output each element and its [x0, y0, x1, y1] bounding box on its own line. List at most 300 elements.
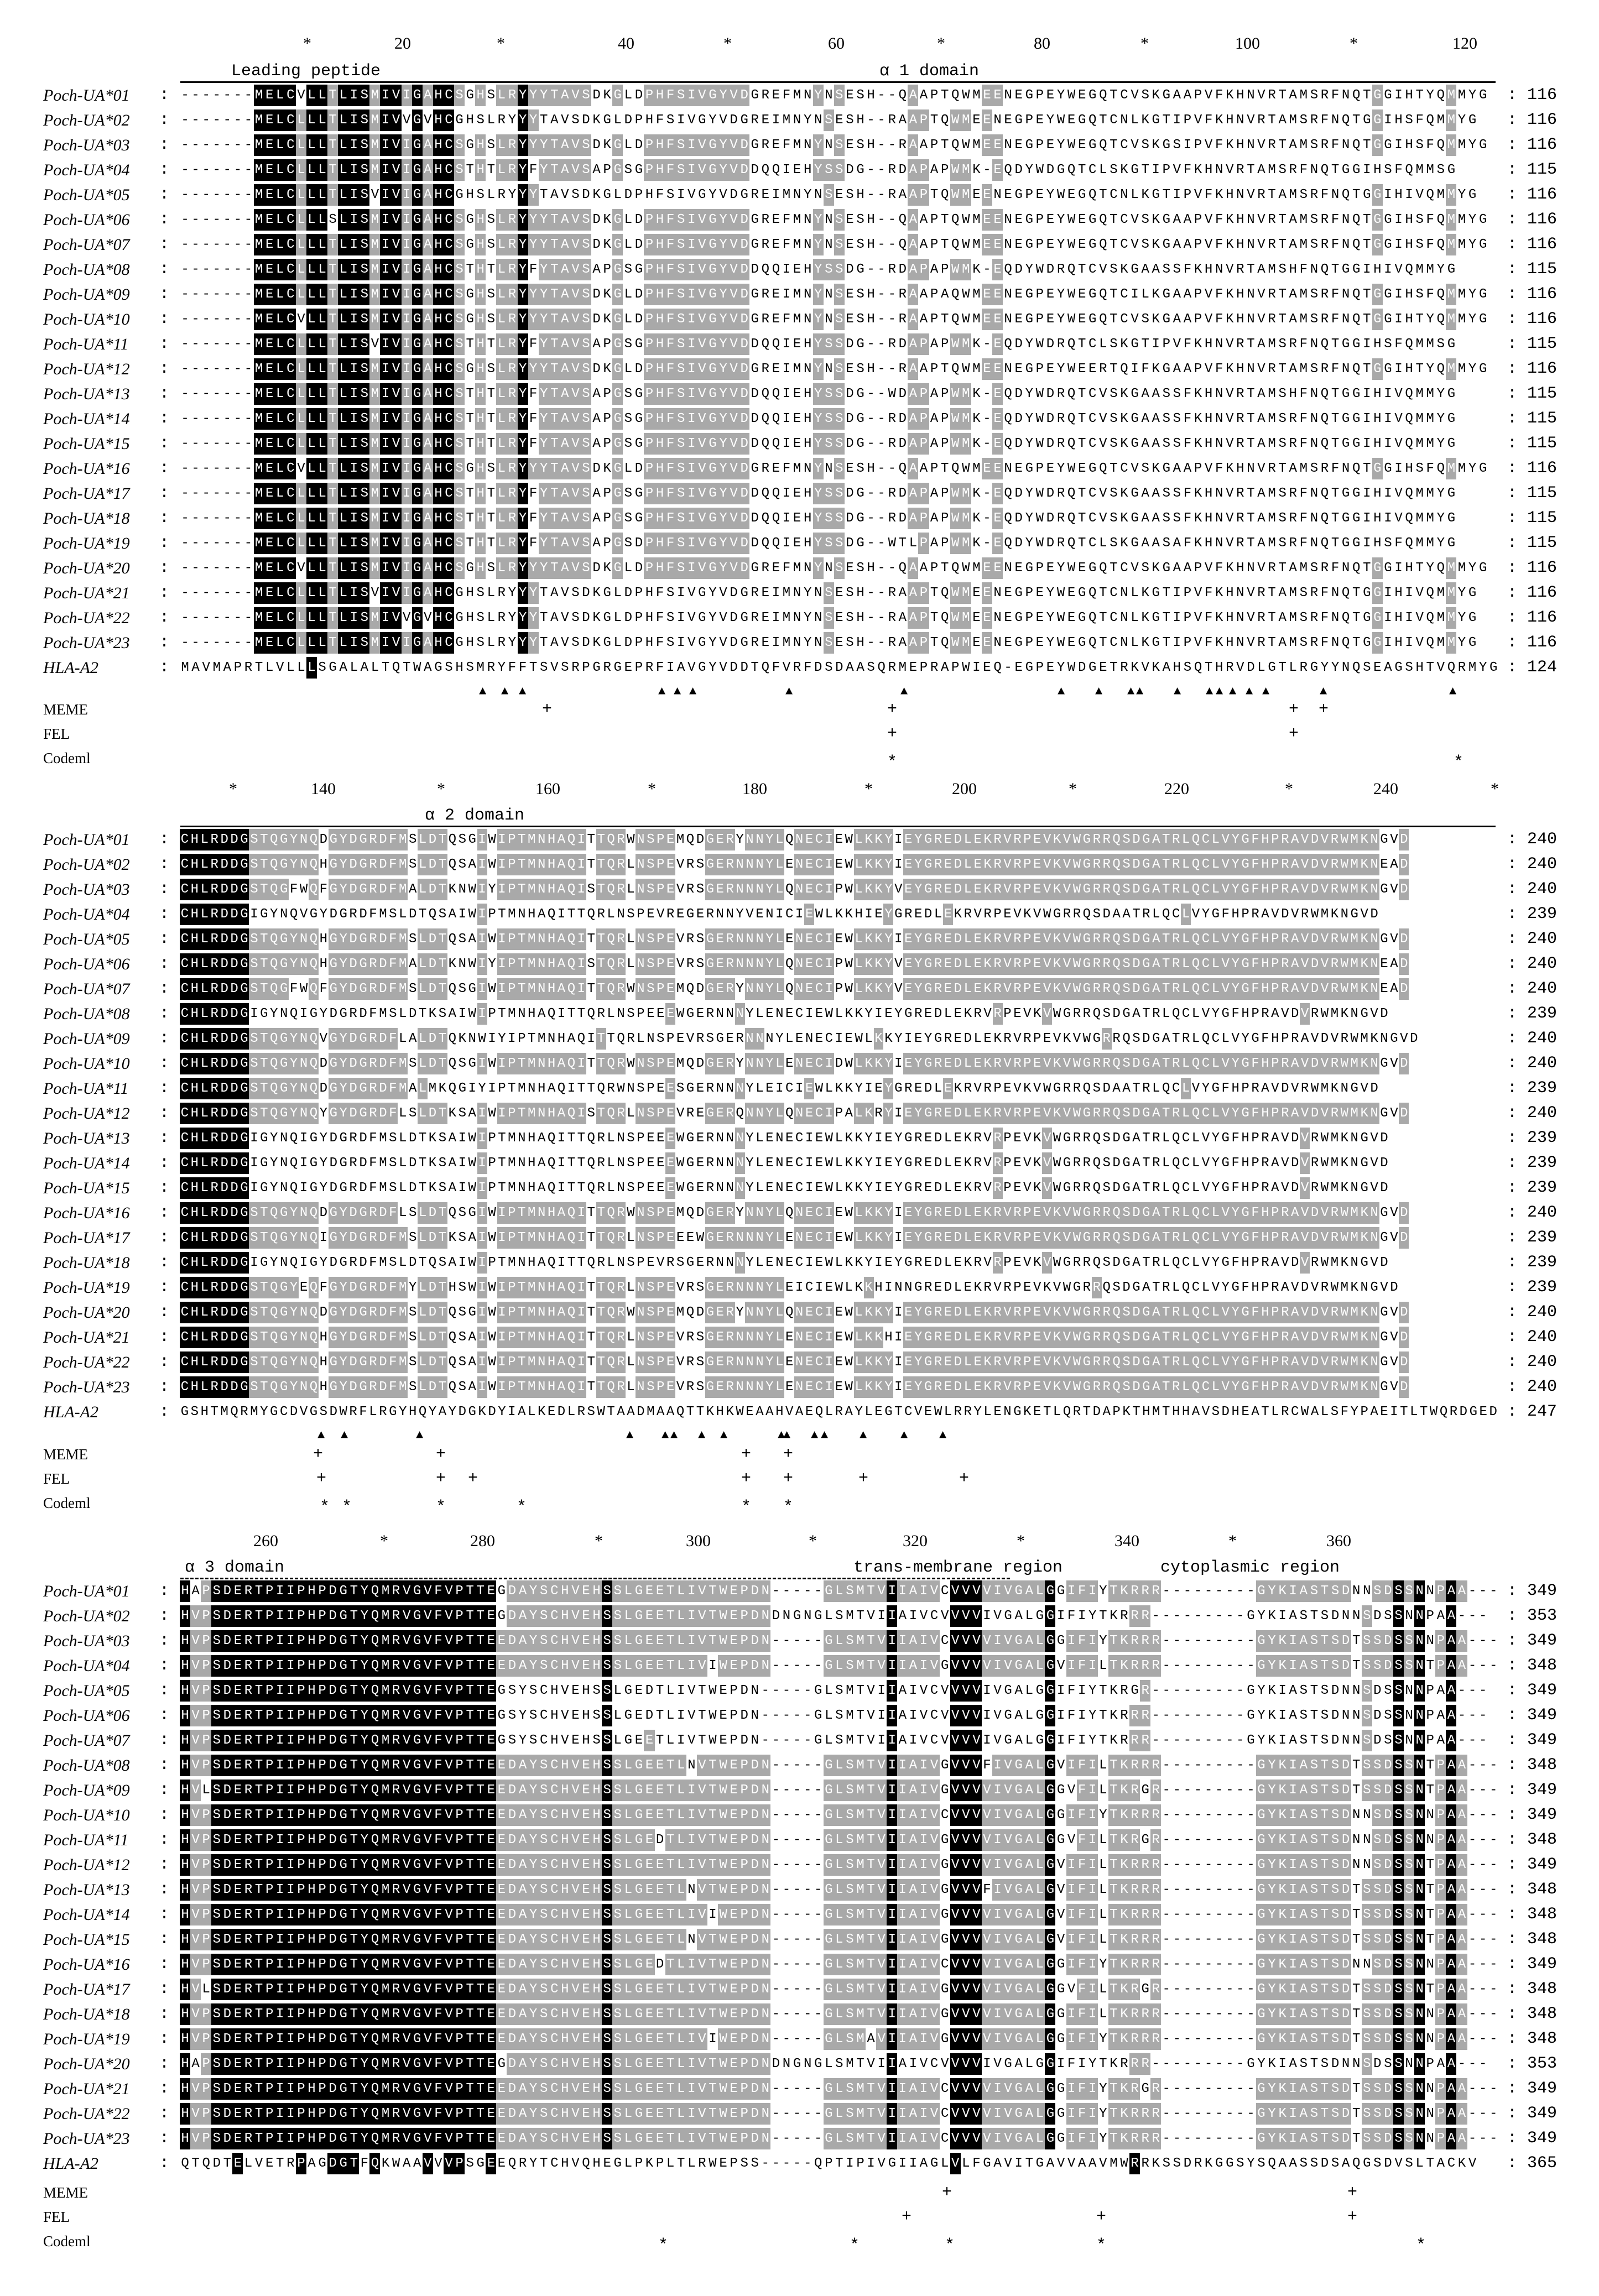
alignment-row — [0, 1250, 1599, 1275]
separator-colon: : — [159, 1104, 170, 1123]
sequence-residues: C H L R D D G S T Q G Y N Q I G Y D G R D F M S L D T K S A I W I P T M N H A Q I T T Q R L N S P E E E W G E R N N N Y L E N E C I E W L K K Y I E Y G R E D L E K R V R P E V K V W G R R Q S D G A T R L Q C L V Y G F H P R A V D V R W M K N G V D — [180, 1227, 1499, 1249]
codeml-site-asterisk: * — [945, 2236, 955, 2255]
sequence-end-position: : 348 — [1507, 1830, 1558, 1849]
sequence-residues: H V P S D E R T P I I P H P D G T Y Q M R V G V F V P T T E E D A Y S C H V E H S S L G E E T L I V T W E P D N - - - - - G L S M T V I I A I V C V V V V I V G A L G G I F I Y T K R R R - - - - - - - - - G Y K I A S T S D T S S D S S N N P A A - - - — [180, 1630, 1499, 1652]
separator-colon: : — [159, 1830, 170, 1849]
sequence-name: Poch-UA*03 — [43, 1632, 130, 1650]
separator-colon: : — [159, 1980, 170, 1998]
triangle-marker-icon: ▲ — [670, 1428, 678, 1442]
sequence-residues: - - - - - - - M E L C L L L T L I S M I V I G A H C S T H T L R Y F Y T A V S A P G S G P H F S I V G Y V D D Q Q I E H Y S S D G - - R D A P A P W M K - E Q D Y W D R Q T C V S K G A A S S F K H N V R T A M S R F N Q T G G I H I V Q M M Y G — [180, 408, 1499, 430]
sequence-residues: H A P S D E R T P I I P H P D G T Y Q M R V G V F V P T T E G D A Y S C H V E H S S L G E E T L I V T W E P D N D N G N G L S M T V I I A I V C V V V V I V G A L G G I F I Y T K R R R - - - - - - - - - G Y K I A S T S D N N S D S S N N P A A - - - — [180, 2053, 1499, 2075]
position-ruler — [0, 1532, 1599, 1554]
alignment-row — [0, 406, 1599, 431]
ruler-tick-label: * — [1285, 780, 1293, 798]
separator-colon: : — [159, 1731, 170, 1750]
selected-site-plus: + — [468, 1469, 478, 1488]
alignment-row — [0, 606, 1599, 630]
sequence-end-position: : 116 — [1507, 235, 1558, 254]
separator-colon: : — [159, 1178, 170, 1197]
sequence-name: Poch-UA*22 — [43, 2105, 130, 2123]
sequence-name: Poch-UA*14 — [43, 1154, 130, 1172]
selected-site-plus: + — [542, 700, 553, 719]
separator-colon: : — [159, 2154, 170, 2173]
sequence-end-position: : 240 — [1507, 880, 1558, 899]
ruler-tick-label: * — [380, 1532, 388, 1550]
alignment-row — [0, 382, 1599, 406]
sequence-end-position: : 353 — [1507, 2054, 1558, 2073]
alignment-row — [0, 2076, 1599, 2101]
triangle-marker-icon: ▲ — [1320, 685, 1327, 698]
sequence-residues: - - - - - - - M E L C L L L T L I S M I V I G A H C S G H S L R Y Y Y T A V S D K G L D P H F S I V G Y V D G R E F M N Y N S E S H - - Q A A P T Q W M E E N E G P E Y W E G Q T C V S K G A A P V F K H N V R T A M S R F N Q T G G I H S F Q M M Y G — [180, 234, 1499, 255]
selected-site-plus: + — [741, 1445, 752, 1464]
separator-colon: : — [159, 1582, 170, 1600]
sequence-name: Poch-UA*23 — [43, 2130, 130, 2148]
codeml-site-asterisk: * — [1416, 2236, 1426, 2255]
triangle-marker-icon: ▲ — [519, 685, 527, 698]
alignment-row — [0, 877, 1599, 902]
sequence-name: Poch-UA*23 — [43, 634, 130, 652]
sequence-name: Poch-UA*01 — [43, 86, 130, 105]
sequence-residues: - - - - - - - M E L C L L L T L I S M I V I G A H C S G H S L R Y Y Y T A V S D K G L D P H F S I V G Y V D G R E I M N Y N S E S H - - R A A P T Q W M E E N E G P E Y W E E R T Q I F K G A A P V F K H N V R T A M S R F N Q T G G I H T Y Q M M Y G — [180, 358, 1499, 380]
triangle-marker-icon: ▲ — [416, 1428, 424, 1442]
sequence-name: Poch-UA*15 — [43, 435, 130, 453]
sequence-name: Poch-UA*09 — [43, 1781, 130, 1799]
sequence-residues: - - - - - - - M E L C L L L T L I S M I V V G V H C G H S L R Y Y Y T A V S D K G L D P H F S I V G Y V D G R E I M N Y N S E S H - - R A A P T Q W M E E N E G P E Y W E G Q T C N L K G T I P V F K H N V R T A M S R F N Q T G G I H S F Q M M Y G — [180, 109, 1499, 131]
sequence-name: Poch-UA*07 — [43, 1731, 130, 1750]
triangle-marker-icon: ▲ — [317, 1428, 325, 1442]
pbr-site-markers — [0, 1428, 1599, 1445]
separator-colon: : — [159, 1930, 170, 1949]
alignment-row — [0, 2151, 1599, 2176]
alignment-row — [0, 431, 1599, 456]
triangle-marker-icon: ▲ — [1127, 685, 1135, 698]
sequence-end-position: : 116 — [1507, 285, 1558, 304]
separator-colon: : — [159, 1656, 170, 1675]
triangle-marker-icon: ▲ — [860, 1428, 867, 1442]
selection-test-label: FEL — [43, 2209, 70, 2225]
position-ruler — [0, 34, 1599, 56]
sequence-end-position: : 348 — [1507, 1980, 1558, 1998]
triangle-marker-icon: ▲ — [783, 1428, 791, 1442]
ruler-tick-label: * — [864, 780, 873, 798]
sequence-end-position: : 348 — [1507, 1905, 1558, 1924]
codeml-site-asterisk: * — [1096, 2236, 1107, 2255]
sequence-name: Poch-UA*09 — [43, 285, 130, 304]
sequence-residues: - - - - - - - M E L C V L L T L I S M I V I G A H C S G H S L R Y Y Y T A V S D K G L D P H F S I V G Y V D G R E F M N Y N S E S H - - Q A A P T Q W M E E N E G P E Y W E G Q T C V S K G A A P V F K H N V R T A M S R F N Q T G G I H T Y Q M M Y G — [180, 85, 1499, 106]
triangle-marker-icon: ▲ — [341, 1428, 348, 1442]
sequence-end-position: : 240 — [1507, 1203, 1558, 1222]
sequence-end-position: : 116 — [1507, 359, 1558, 378]
sequence-name: Poch-UA*03 — [43, 136, 130, 154]
codeml-site-asterisk: * — [741, 1498, 752, 1517]
sequence-name: Poch-UA*16 — [43, 460, 130, 478]
sequence-end-position: : 240 — [1507, 1054, 1558, 1073]
separator-colon: : — [159, 1303, 170, 1322]
separator-colon: : — [159, 1328, 170, 1347]
alignment-row — [0, 357, 1599, 382]
selected-site-plus: + — [1319, 700, 1329, 719]
sequence-end-position: : 348 — [1507, 1756, 1558, 1775]
sequence-end-position: : 349 — [1507, 2079, 1558, 2098]
sequence-name: Poch-UA*16 — [43, 1204, 130, 1222]
alignment-row — [0, 852, 1599, 877]
alignment-row — [0, 1703, 1599, 1728]
selection-test-label: Codeml — [43, 1495, 91, 1511]
sequence-end-position: : 349 — [1507, 1855, 1558, 1874]
alignment-row — [0, 927, 1599, 952]
sequence-name: Poch-UA*11 — [43, 335, 129, 353]
triangle-marker-icon: ▲ — [1449, 685, 1457, 698]
sequence-name: HLA-A2 — [43, 659, 98, 677]
sequence-end-position: : 116 — [1507, 86, 1558, 105]
sequence-end-position: : 240 — [1507, 979, 1558, 998]
sequence-name: Poch-UA*17 — [43, 1229, 130, 1247]
triangle-marker-icon: ▲ — [1136, 685, 1144, 698]
sequence-name: Poch-UA*04 — [43, 905, 130, 923]
alignment-row — [0, 1579, 1599, 1604]
domain-label: cytoplasmic region — [1160, 1558, 1340, 1577]
sequence-name: Poch-UA*14 — [43, 410, 130, 428]
sequence-residues: C H L R D D G S T Q G Y N Q D G Y D G R D F M S L D T Q S G I W I P T M N H A Q I T T Q R W N S P E M Q D G E R Y N N Y L Q N E C I E W L K K Y I E Y G R E D L E K R V R P E V K V W G R R Q S D G A T R L Q C L V Y G F H P R A V D V R W M K N G V D — [180, 1302, 1499, 1323]
separator-colon: : — [159, 185, 170, 204]
sequence-end-position: : 115 — [1507, 160, 1558, 179]
selection-test-label: Codeml — [43, 750, 91, 766]
sequence-name: Poch-UA*18 — [43, 1254, 130, 1272]
ruler-tick-label: 300 — [686, 1532, 711, 1550]
sequence-end-position: : 116 — [1507, 559, 1558, 577]
separator-colon: : — [159, 359, 170, 378]
ruler-tick-label: 100 — [1235, 34, 1260, 53]
sequence-end-position: : 239 — [1507, 1178, 1558, 1197]
separator-colon: : — [159, 1054, 170, 1073]
sequence-residues: H V P S D E R T P I I P H P D G T Y Q M R V G V F V P T T E E D A Y S C H V E H S S L G E E T L I V T W E P D N - - - - - G L S M T V I I A I V G V V V V I V G A L G G I F I L T K R R R - - - - - - - - - G Y K I A S T S D T S S D S S N N P A A - - - — [180, 2003, 1499, 2025]
alignment-row — [0, 158, 1599, 182]
sequence-name: Poch-UA*20 — [43, 2055, 130, 2073]
ruler-tick-label: 240 — [1373, 780, 1398, 798]
selected-site-plus: + — [436, 1445, 446, 1464]
sequence-name: Poch-UA*18 — [43, 509, 130, 528]
alignment-row — [0, 1653, 1599, 1678]
sequence-residues: - - - - - - - M E L C L L L T L I S M I V I G A H C S G H S L R Y Y Y T A V S D K G L D P H F S I V G Y V D G R E F M N Y N S E S H - - R A A P T Q W M E E N E G P E Y W E G Q T C V S K G S I P V F K H N V R T A M S R F N Q T G G I H S F Q M M Y G — [180, 134, 1499, 156]
ruler-tick-label: 40 — [618, 34, 634, 53]
separator-colon: : — [159, 1606, 170, 1625]
separator-colon: : — [159, 1681, 170, 1700]
alignment-row — [0, 1051, 1599, 1076]
alignment-row — [0, 1803, 1599, 1828]
sequence-end-position: : 240 — [1507, 1029, 1558, 1048]
alignment-row — [0, 902, 1599, 927]
alignment-row — [0, 581, 1599, 606]
alignment-row — [0, 1604, 1599, 1629]
separator-colon: : — [159, 160, 170, 179]
sequence-end-position: : 239 — [1507, 1129, 1558, 1147]
selected-site-plus: + — [313, 1445, 324, 1464]
codeml-site-asterisk: * — [1454, 753, 1464, 772]
sequence-end-position: : 349 — [1507, 1631, 1558, 1650]
sequence-name: Poch-UA*12 — [43, 1856, 130, 1874]
codeml-site-asterisk: * — [658, 2236, 669, 2255]
sequence-residues: C H L R D D G I G Y N Q V G Y D G R D F M S L D T Q S A I W I P T M N H A Q I T T Q R L N S P E V R E G E R N N Y V E N I C I E W L K K H I E Y G R E D L E K R V R P E V K V W G R R Q S D A A T R L Q C L V Y G F H P R A V D V R W M K N G V D — [180, 904, 1499, 925]
sequence-name: Poch-UA*15 — [43, 1179, 130, 1197]
separator-colon: : — [159, 434, 170, 453]
separator-colon: : — [159, 1253, 170, 1272]
triangle-marker-icon: ▲ — [720, 1428, 728, 1442]
sequence-residues: H V P S D E R T P I I P H P D G T Y Q M R V G V F V P T T E E D A Y S C H V E H S S L G E E T L I V I W E P D N - - - - - G L S M T V I I A I V G V V V V I V G A L G V I F I L T K R R R - - - - - - - - - G Y K I A S T S D T S S D S S N T P A A - - - — [180, 1655, 1499, 1677]
selection-test-label: FEL — [43, 726, 70, 742]
domain-label: Leading peptide — [231, 62, 381, 81]
sequence-name: Poch-UA*01 — [43, 831, 130, 849]
triangle-marker-icon: ▲ — [900, 685, 908, 698]
sequence-end-position: : 115 — [1507, 534, 1558, 552]
sequence-name: HLA-A2 — [43, 1403, 98, 1421]
domain-label: α 3 domain — [185, 1558, 285, 1577]
alignment-row — [0, 1375, 1599, 1400]
sequence-name: Poch-UA*13 — [43, 1881, 130, 1899]
sequence-residues: - - - - - - - M E L C L L L T L I S M I V I G A H C S T H T L R Y F Y T A V S A P G S G P H F S I V G Y V D D Q Q I E H Y S S D G - - R D A P A P W M K - E Q D Y W D R Q T C V S K G A A S S F K H N V R T A M S R F N Q T G G I H I V Q M M Y G — [180, 433, 1499, 455]
ruler-tick-label: * — [1491, 780, 1499, 798]
ruler-tick-label: * — [595, 1532, 603, 1550]
alignment-row — [0, 2002, 1599, 2027]
separator-colon: : — [159, 459, 170, 478]
sequence-name: Poch-UA*22 — [43, 609, 130, 627]
sequence-residues: C H L R D D G S T Q G Y N Q D G Y D G R D F L S L D T Q S G I W I P T M N H A Q I T T Q R W N S P E M Q D G E R Y N N Y L Q N E C I E W L K K Y I E Y G R E D L E K R V R P E V K V W G R R Q S D G A T R L Q C L V Y G F H P R A V D V R W M K N G V D — [180, 1202, 1499, 1224]
sequence-residues: C H L R D D G S T Q G Y N Q H G Y D G R D F M A L D T K N W I Y I P T M N H A Q I S T Q R L N S P E V R S G E R N N N Y L Q N E C I P W L K K Y V E Y G R E D L E K R V R P E V K V W G R R Q S D G A T R L Q C L V Y G F H P R A V D V R W M K N E A D — [180, 953, 1499, 975]
sequence-name: Poch-UA*17 — [43, 484, 130, 503]
ruler-tick-label: * — [1350, 34, 1358, 53]
separator-colon: : — [159, 2005, 170, 2023]
ruler-tick-label: 160 — [535, 780, 560, 798]
separator-colon: : — [159, 335, 170, 353]
selection-test-label: Codeml — [43, 2233, 91, 2250]
sequence-end-position: : 116 — [1507, 608, 1558, 627]
alignment-row — [0, 207, 1599, 232]
sequence-end-position: : 247 — [1507, 1402, 1558, 1421]
sequence-name: Poch-UA*10 — [43, 1055, 130, 1073]
separator-colon: : — [159, 409, 170, 428]
separator-colon: : — [159, 1154, 170, 1172]
sequence-end-position: : 240 — [1507, 930, 1558, 948]
sequence-name: Poch-UA*17 — [43, 1980, 130, 1998]
ruler-tick-label: * — [1140, 34, 1149, 53]
sequence-end-position: : 115 — [1507, 409, 1558, 428]
selected-site-plus: + — [783, 1469, 794, 1488]
separator-colon: : — [159, 1756, 170, 1775]
alignment-row — [0, 977, 1599, 1001]
sequence-residues: - - - - - - - M E L C L L L S L I S M I V I G A H C S G H S L R Y Y Y T A V S D K G L D P H F S I V G Y V D G R E F M N Y N S E S H - - Q A A P T Q W M E E N E G P E Y W E G Q T C V S K G A A P V F K H N V R T A M S R F N Q T G G I H S F Q M M Y G — [180, 209, 1499, 231]
sequence-end-position: : 240 — [1507, 830, 1558, 849]
sequence-end-position: : 240 — [1507, 954, 1558, 973]
sequence-end-position: : 348 — [1507, 1930, 1558, 1949]
selection-tests — [0, 1446, 1599, 1518]
alignment-row — [0, 1828, 1599, 1853]
sequence-residues: H V P S D E R T P I I P H P D G T Y Q M R V G V F V P T T E E D A Y S C H V E H S S L G E E T L I V T W E P D N - - - - - G L S M T V I I A I V C V V V V I V G A L G G I F I Y T K R R R - - - - - - - - - G Y K I A S T S D N N S D S S N N P A A - - - — [180, 1804, 1499, 1826]
alignment-row — [0, 332, 1599, 357]
sequence-residues: H V P S D E R T P I I P H P D G T Y Q M R V G V F V P T T E G S Y S C H V E H S S L G E D T L I V T W E P D N - - - - - G L S M T V I I A I V C V V V V I V G A L G G I F I Y T K R G R - - - - - - - - - G Y K I A S T S D N N S D S S N N P A A - - - — [180, 1680, 1499, 1702]
selection-tests — [0, 701, 1599, 773]
sequence-name: Poch-UA*08 — [43, 260, 130, 279]
separator-colon: : — [159, 583, 170, 602]
domain-label: α 2 domain — [425, 806, 525, 825]
selected-site-plus: + — [783, 1445, 794, 1464]
pbr-site-markers — [0, 685, 1599, 701]
sequence-residues: M A V M A P R T L V L L L S G A L A L T Q T W A G S H S M R Y F F T S V S R P G R G E P R F I A V G Y V D D T Q F V R F D S D A A S Q R M E P R A P W I E Q - E G P E Y W D G E T R K V K A H S Q T H R V D L G T L R G Y Y N Q S E A G S H T V Q R M Y G — [180, 657, 1499, 679]
sequence-residues: C H L R D D G I G Y N Q I G Y D G R D F M S L D T K S A I W I P T M N H A Q I T T Q R L N S P E E E W G E R N N N Y L E N E C I E W L K K Y I E Y G R E D L E K R V R P E V K V W G R R Q S D G A T R L Q C L V Y G F H P R A V D V R W M K N G V D — [180, 1003, 1499, 1025]
separator-colon: : — [159, 1203, 170, 1222]
sequence-residues: H V P S D E R T P I I P H P D G T Y Q M R V G V F V P T T E E D A Y S C H V E H S S L G E E T L I V I W E P D N - - - - - G L S M A V I I A I V G V V V V I V G A L G G I F I Y T K R R R - - - - - - - - - G Y K I A S T S D T S S D S S N N P A A - - - — [180, 2028, 1499, 2050]
sequence-residues: - - - - - - - M E L C L L L T L I S M I V I G A H C S T H T L R Y F Y T A V S A P G S D P H F S I V G Y V D D Q Q I E H Y S S D G - - W T L P A P W M K - E Q D Y W D R Q T C L S K G A A S A F K H N V R T A M S R F N Q T G G I H S F Q M M Y G — [180, 533, 1499, 554]
alignment-row — [0, 83, 1599, 108]
separator-colon: : — [159, 1855, 170, 1874]
sequence-residues: C H L R D D G S T Q G Y N Q H G Y D G R D F M S L D T Q S A I W I P T M N H A Q I T T Q R L N S P E V R S G E R N N N Y L E N E C I E W L K K Y I E Y G R E D L E K R V R P E V K V W G R R Q S D G A T R L Q C L V Y G F H P R A V D V R W M K N G V D — [180, 1376, 1499, 1398]
ruler-tick-label: 320 — [903, 1532, 928, 1550]
ruler-tick-label: * — [648, 780, 656, 798]
selection-test-label: MEME — [43, 2184, 88, 2201]
sequence-residues: C H L R D D G I G Y N Q I G Y D G R D F M S L D T K S A I W I P T M N H A Q I T T Q R L N S P E E E W G E R N N N Y L E N E C I E W L K K Y I E Y G R E D L E K R V R P E V K V W G R R Q S D G A T R L Q C L V Y G F H P R A V D V R W M K N G V D — [180, 1177, 1499, 1199]
ruler-tick-label: 280 — [470, 1532, 495, 1550]
sequence-residues: C H L R D D G S T Q G F W Q F G Y D G R D F M A L D T K N W I Y I P T M N H A Q I S T Q R L N S P E V R S G E R N N N Y L Q N E C I P W L K K Y V E Y G R E D L E K R V R P E V K V W G R R Q S D G A T R L Q C L V Y G F H P R A V D V R W M K N G V D — [180, 879, 1499, 900]
sequence-name: Poch-UA*06 — [43, 211, 130, 229]
alignment-row — [0, 556, 1599, 581]
triangle-marker-icon: ▲ — [674, 685, 681, 698]
sequence-name: Poch-UA*02 — [43, 855, 130, 874]
sequence-residues: C H L R D D G I G Y N Q I G Y D G R D F M S L D T Q S A I W I P T M N H A Q I T T Q R L N S P E V R S G E R N N N Y L E N E C I E W L K K Y I E Y G R E D L E K R V R P E V K V W G R R Q S D G A T R L Q C L V Y G F H P R A V D V R W M K N G V D — [180, 1252, 1499, 1274]
sequence-end-position: : 348 — [1507, 2005, 1558, 2023]
ruler-tick-label: * — [937, 34, 945, 53]
selected-site-plus: + — [436, 1469, 446, 1488]
sequence-name: Poch-UA*09 — [43, 1030, 130, 1048]
sequence-end-position: : 349 — [1507, 1731, 1558, 1750]
separator-colon: : — [159, 633, 170, 652]
sequence-end-position: : 365 — [1507, 2154, 1558, 2173]
sequence-name: Poch-UA*16 — [43, 1955, 130, 1974]
codeml-site-asterisk: * — [342, 1498, 352, 1517]
alignment-row — [0, 282, 1599, 307]
position-ruler — [0, 780, 1599, 802]
sequence-residues: - - - - - - - M E L C L L L T L I S M I V I G A H C G H S L R Y Y Y T A V S D K G L D P H F S I V G Y V D G R E I M N Y N S E S H - - R A A P T Q W M E E N E G P E Y W E G Q T C N L K G T I P V F K H N V R T A M S R F N Q T G G I H I V Q M M Y G — [180, 632, 1499, 654]
selected-site-plus: + — [1347, 2183, 1358, 2202]
alignment-row — [0, 1678, 1599, 1703]
triangle-marker-icon: ▲ — [658, 685, 666, 698]
sequence-name: Poch-UA*15 — [43, 1930, 130, 1949]
sequence-residues: H V L S D E R T P I I P H P D G T Y Q M R V G V F V P T T E E D A Y S C H V E H S S L G E E T L I V T W E P D N - - - - - G L S M T V I I A I V G V V V V I V G A L G G V F I L T K R G R - - - - - - - - - G Y K I A S T S D T S S D S S N T P A A - - - — [180, 1979, 1499, 2000]
sequence-name: Poch-UA*08 — [43, 1756, 130, 1775]
sequence-residues: H V P S D E R T P I I P H P D G T Y Q M R V G V F V P T T E E D A Y S C H V E H S S L G E D T L I V T W E P D N - - - - - G L S M T V I I A I V G V V V V I V G A L G G V F I L T K R G R - - - - - - - - - G Y K I A S T S D N N S D S S N N P A A - - - — [180, 1829, 1499, 1851]
triangle-marker-icon: ▲ — [821, 1428, 829, 1442]
alignment-row — [0, 952, 1599, 977]
selection-test-label: FEL — [43, 1470, 70, 1487]
sequence-end-position: : 115 — [1507, 434, 1558, 453]
ruler-tick-label: * — [1069, 780, 1077, 798]
sequence-residues: H V L S D E R T P I I P H P D G T Y Q M R V G V F V P T T E E D A Y S C H V E H S S L G E E T L I V T W E P D N - - - - - G L S M T V I I A I V G V V V V I V G A L G G V F I L T K R G R - - - - - - - - - G Y K I A S T S D T S S D S S N T P A A - - - — [180, 1780, 1499, 1801]
alignment-row — [0, 827, 1599, 852]
sequence-residues: C H L R D D G S T Q G Y N Q D G Y D G R D F M S L D T Q S G I W I P T M N H A Q I T T Q R W N S P E M Q D G E R Y N N Y L Q N E C I E W L K K Y I E Y G R E D L E K R V R P E V K V W G R R Q S D G A T R L Q C L V Y G F H P R A V D V R W M K N G V D — [180, 829, 1499, 850]
sequence-name: Poch-UA*19 — [43, 1279, 130, 1297]
domain-label: α 1 domain — [879, 62, 980, 81]
sequence-name: Poch-UA*21 — [43, 2080, 130, 2098]
sequence-residues: C H L R D D G S T Q G Y N Q Y G Y D G R D F L S L D T K S A I W I P T M N H A Q I S T Q R L N S P E V R E G E R Q N N Y L Q N E C I P A L K R Y I E Y G R E D L E K R V R P E V K V W G R R Q S D G A T R L Q C L V Y G F H P R A V D V R W M K N G V D — [180, 1103, 1499, 1124]
sequence-name: Poch-UA*20 — [43, 559, 130, 577]
sequence-end-position: : 353 — [1507, 1606, 1558, 1625]
ruler-tick-label: * — [1017, 1532, 1025, 1550]
separator-colon: : — [159, 310, 170, 328]
sequence-name: Poch-UA*18 — [43, 2005, 130, 2023]
sequence-residues: C H L R D D G S T Q G F W Q F G Y D G R D F M S L D T Q S G I W I P T M N H A Q I T T Q R W N S P E M Q D G E R Y N N Y L Q N E C I P W L K K Y V E Y G R E D L E K R V R P E V K V W G R R Q S D G A T R L Q C L V Y G F H P R A V D V R W M K N E A D — [180, 978, 1499, 1000]
selected-site-plus: + — [959, 1469, 970, 1488]
sequence-end-position: : 116 — [1507, 633, 1558, 652]
sequence-name: Poch-UA*19 — [43, 534, 130, 552]
sequence-name: Poch-UA*14 — [43, 1906, 130, 1924]
sequence-residues: C H L R D D G I G Y N Q I G Y D G R D F M S L D T K S A I W I P T M N H A Q I T T Q R L N S P E E E W G E R N N N Y L E N E C I E W L K K Y I E Y G R E D L E K R V R P E V K V W G R R Q S D G A T R L Q C L V Y G F H P R A V D V R W M K N G V D — [180, 1152, 1499, 1174]
sequence-end-position: : 349 — [1507, 2104, 1558, 2123]
separator-colon: : — [159, 1353, 170, 1371]
sequence-residues: H A P S D E R T P I I P H P D G T Y Q M R V G V F V P T T E G D A Y S C H V E H S S L G E E T L I V T W E P D N - - - - - G L S M T V I I A I V C V V V V I V G A L G G I F I Y T K R R R - - - - - - - - - G Y K I A S T S D N N S D S S N N P A A - - - — [180, 1580, 1499, 1602]
sequence-name: Poch-UA*13 — [43, 1129, 130, 1147]
ruler-tick-label: 360 — [1326, 1532, 1351, 1550]
sequence-residues: H V P S D E R T P I I P H P D G T Y Q M R V G V F V P T T E E D A Y S C H V E H S S L G E D T L I V T W E P D N - - - - - G L S M T V I I A I V C V V V V I V G A L G G I F I Y T K R R R - - - - - - - - - G Y K I A S T S D N N S D S S N N P A A - - - — [180, 1954, 1499, 1975]
triangle-marker-icon: ▲ — [1229, 685, 1237, 698]
separator-colon: : — [159, 930, 170, 948]
triangle-marker-icon: ▲ — [900, 1428, 908, 1442]
triangle-marker-icon: ▲ — [1246, 685, 1253, 698]
sequence-end-position: : 124 — [1507, 658, 1558, 677]
sequence-name: Poch-UA*07 — [43, 236, 130, 254]
sequence-end-position: : 115 — [1507, 484, 1558, 503]
codeml-site-asterisk: * — [320, 1498, 330, 1517]
sequence-name: Poch-UA*21 — [43, 584, 130, 602]
selected-site-plus: + — [1289, 700, 1299, 719]
alignment-row — [0, 1927, 1599, 1952]
selected-site-plus: + — [1347, 2208, 1358, 2226]
separator-colon: : — [159, 1781, 170, 1799]
alignment-row — [0, 1778, 1599, 1803]
ruler-tick-label: * — [303, 34, 311, 53]
separator-colon: : — [159, 260, 170, 279]
sequence-end-position: : 240 — [1507, 1303, 1558, 1322]
separator-colon: : — [159, 111, 170, 129]
sequence-name: Poch-UA*20 — [43, 1303, 130, 1322]
sequence-name: Poch-UA*22 — [43, 1353, 130, 1371]
sequence-residues: G S H T M Q R M Y G C D V G S D W R F L R G Y H Q Y A Y D G K D Y I A L K E D L R S W T A A D M A A Q T T K H K W E A A H V A E Q L R A Y L E G T C V E W L R R Y L E N G K E T L Q R T D A P K T H M T H H A V S D H E A T L R C W A L S F Y P A E I T L T W Q R D G E D — [180, 1401, 1499, 1423]
sequence-residues: C H L R D D G S T Q G Y N Q D G Y D G R D F M S L D T Q S G I W I P T M N H A Q I T T Q R W N S P E M Q D G E R Y N N Y L E N E C I D W L K K Y I E Y G R E D L E K R V R P E V K V W G R R Q S D G A T R L Q C L V Y G F H P R A V D V R W M K N G V D — [180, 1053, 1499, 1074]
codeml-site-asterisk: * — [887, 753, 898, 772]
separator-colon: : — [159, 1955, 170, 1974]
sequence-end-position: : 239 — [1507, 1253, 1558, 1272]
sequence-name: Poch-UA*05 — [43, 1682, 130, 1700]
sequence-residues: C H L R D D G S T Q G Y N Q D G Y D G R D F M A L M K Q G I Y I P T M N H A Q I T T Q R W N S P E E S G E R N N N Y L E I C I E W L K K Y I E Y G R E D L E K R V R P E V K V W G R R Q S D A A T R L Q C L V Y G F H P R A V D V R W M K N G V D — [180, 1078, 1499, 1099]
separator-colon: : — [159, 608, 170, 627]
sequence-residues: C H L R D D G S T Q G Y N Q H G Y D G R D F M S L D T Q S A I W I P T M N H A Q I T T Q R L N S P E V R S G E R N N N Y L E N E C I E W L K K H I E Y G R E D L E K R V R P E V K V W G R R Q S D G A T R L Q C L V Y G F H P R A V D V R W M K N G V D — [180, 1327, 1499, 1348]
alignment-row — [0, 1300, 1599, 1325]
codeml-site-asterisk: * — [436, 1498, 446, 1517]
separator-colon: : — [159, 880, 170, 899]
sequence-end-position: : 349 — [1507, 1806, 1558, 1824]
separator-colon: : — [159, 1278, 170, 1297]
separator-colon: : — [159, 658, 170, 677]
sequence-residues: H V P S D E R T P I I P H P D G T Y Q M R V G V F V P T T E E D A Y S C H V E H S S L G E E T L N V T W E P D N - - - - - G L S M T V I I A I V G V V V F I V G A L G V I F I L T K R R R - - - - - - - - - G Y K I A S T S D T S S D S S N T P A A - - - — [180, 1879, 1499, 1901]
sequence-residues: - - - - - - - M E L C L L L T L I S V I V I G A H C S T H T L R Y F Y T A V S A P G S G P H F S I V G Y V D D Q Q I E H Y S S D G - - R D A P A P W M K - E Q D Y W D R Q T C L S K G T I P V F K H N V R T A M S R F N Q T G G I H S F Q M M S G — [180, 333, 1499, 355]
sequence-residues: H V P S D E R T P I I P H P D G T Y Q M R V G V F V P T T E E D A Y S C H V E H S S L G E E T L I V T W E P D N - - - - - G L S M T V I I A I V C V V V V I V G A L G G I F I Y T K R R R - - - - - - - - - G Y K I A S T S D T S S D S S N N P A A - - - — [180, 2103, 1499, 2125]
separator-colon: : — [159, 285, 170, 304]
sequence-end-position: : 348 — [1507, 2029, 1558, 2048]
alignment-row — [0, 1902, 1599, 1927]
sequence-end-position: : 115 — [1507, 384, 1558, 403]
sequence-end-position: : 239 — [1507, 905, 1558, 923]
sequence-name: Poch-UA*11 — [43, 1079, 129, 1098]
sequence-end-position: : 348 — [1507, 1880, 1558, 1899]
selection-tests — [0, 2184, 1599, 2256]
selected-site-plus: + — [316, 1469, 327, 1488]
alignment-row — [0, 1076, 1599, 1101]
